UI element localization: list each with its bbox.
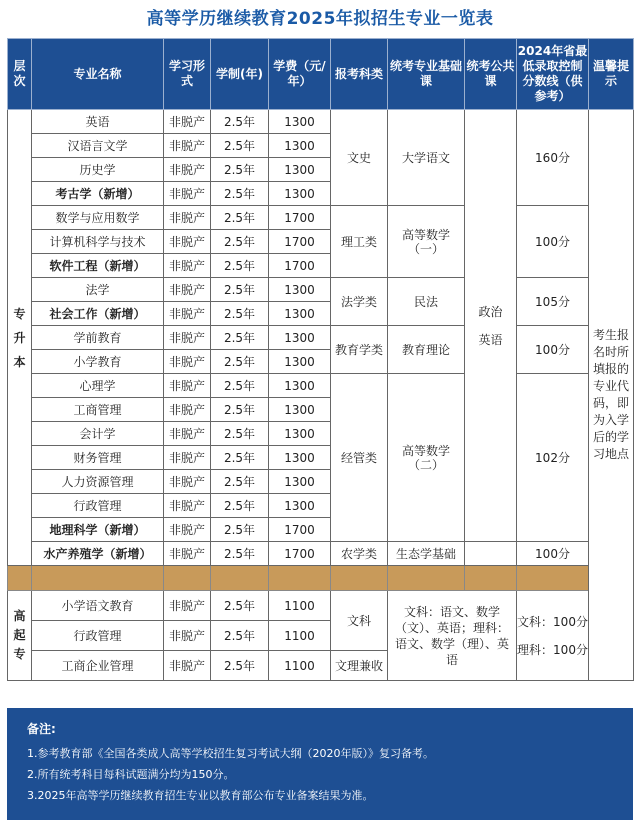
major-name: 行政管理 — [32, 621, 164, 651]
duration: 2.5年 — [211, 206, 269, 230]
header-duration: 学制(年) — [211, 39, 269, 110]
table-row — [8, 542, 634, 566]
separator-cell — [8, 566, 32, 591]
fee: 1300 — [269, 326, 331, 350]
subject-category: 文科 — [331, 591, 388, 651]
fee: 1300 — [269, 278, 331, 302]
header-level: 层次 — [8, 39, 32, 110]
major-name: 计算机科学与技术 — [32, 230, 164, 254]
level-gqz-label: 高起专 — [13, 609, 26, 661]
separator-cell — [32, 566, 164, 591]
study-form: 非脱产 — [164, 134, 211, 158]
study-form: 非脱产 — [164, 446, 211, 470]
study-form: 非脱产 — [164, 621, 211, 651]
fee: 1300 — [269, 158, 331, 182]
fee: 1100 — [269, 591, 331, 621]
major-name: 会计学 — [32, 422, 164, 446]
min-score: 100分 — [517, 326, 589, 374]
study-form: 非脱产 — [164, 651, 211, 681]
min-score: 102分 — [517, 374, 589, 542]
fee: 1700 — [269, 206, 331, 230]
duration: 2.5年 — [211, 446, 269, 470]
notes-box — [7, 708, 633, 820]
public-course-2: 英语 — [478, 332, 503, 347]
header-fee: 学费（元/年） — [269, 39, 331, 110]
major-name: 法学 — [32, 278, 164, 302]
duration: 2.5年 — [211, 591, 269, 621]
public-course-cell — [465, 110, 517, 542]
duration: 2.5年 — [211, 374, 269, 398]
study-form: 非脱产 — [164, 158, 211, 182]
gqz-score-1: 文科：100分 — [517, 614, 588, 629]
table-row — [8, 206, 634, 230]
duration: 2.5年 — [211, 494, 269, 518]
study-form: 非脱产 — [164, 518, 211, 542]
enrollment-table-wrap — [7, 38, 633, 681]
study-form: 非脱产 — [164, 470, 211, 494]
subject-category: 农学类 — [331, 542, 388, 566]
major-name: 汉语言文学 — [32, 134, 164, 158]
table-body — [8, 110, 634, 681]
major-name: 心理学 — [32, 374, 164, 398]
fee: 1700 — [269, 542, 331, 566]
min-score: 105分 — [517, 278, 589, 326]
enrollment-table — [7, 38, 634, 681]
fee: 1300 — [269, 182, 331, 206]
table-row — [8, 326, 634, 350]
basic-course: 高等数学（一） — [388, 206, 465, 278]
note-line: 3.2025年高等学历继续教育招生专业以教育部公布专业备案结果为准。 — [27, 789, 374, 802]
fee: 1300 — [269, 350, 331, 374]
duration: 2.5年 — [211, 422, 269, 446]
major-name: 小学语文教育 — [32, 591, 164, 621]
level-zsb-label: 专升本 — [13, 306, 26, 369]
duration: 2.5年 — [211, 542, 269, 566]
table-row — [8, 591, 634, 621]
major-name: 财务管理 — [32, 446, 164, 470]
duration: 2.5年 — [211, 518, 269, 542]
major-name: 历史学 — [32, 158, 164, 182]
duration: 2.5年 — [211, 621, 269, 651]
separator-cell — [465, 566, 517, 591]
table-header-row — [8, 39, 634, 110]
study-form: 非脱产 — [164, 302, 211, 326]
study-form: 非脱产 — [164, 182, 211, 206]
tip-cell — [589, 110, 634, 681]
study-form: 非脱产 — [164, 398, 211, 422]
level-zsb — [8, 110, 32, 566]
duration: 2.5年 — [211, 182, 269, 206]
basic-course: 大学语文 — [388, 110, 465, 206]
major-name: 行政管理 — [32, 494, 164, 518]
major-name: 考古学（新增） — [32, 182, 164, 206]
basic-course: 教育理论 — [388, 326, 465, 374]
basic-course — [388, 591, 517, 681]
basic-course: 高等数学（二） — [388, 374, 465, 542]
duration: 2.5年 — [211, 254, 269, 278]
duration: 2.5年 — [211, 230, 269, 254]
major-name: 工商企业管理 — [32, 651, 164, 681]
major-name: 数学与应用数学 — [32, 206, 164, 230]
fee: 1700 — [269, 254, 331, 278]
min-score: 100分 — [517, 206, 589, 278]
study-form: 非脱产 — [164, 591, 211, 621]
section-separator — [8, 566, 634, 591]
notes-title: 备注: — [27, 722, 56, 736]
study-form: 非脱产 — [164, 110, 211, 134]
separator-cell — [331, 566, 388, 591]
table-row — [8, 374, 634, 398]
fee: 1300 — [269, 446, 331, 470]
separator-cell — [164, 566, 211, 591]
header-subject: 报考科类 — [331, 39, 388, 110]
fee: 1300 — [269, 398, 331, 422]
duration: 2.5年 — [211, 158, 269, 182]
study-form: 非脱产 — [164, 494, 211, 518]
fee: 1300 — [269, 374, 331, 398]
fee: 1700 — [269, 230, 331, 254]
fee: 1300 — [269, 302, 331, 326]
major-name: 工商管理 — [32, 398, 164, 422]
fee: 1700 — [269, 518, 331, 542]
header-form: 学习形式 — [164, 39, 211, 110]
duration: 2.5年 — [211, 651, 269, 681]
fee: 1300 — [269, 134, 331, 158]
subject-category: 经管类 — [331, 374, 388, 542]
tip-text: 考生报名时所填报的专业代码，即为入学后的学习地点 — [592, 328, 629, 461]
min-score: 100分 — [517, 542, 589, 566]
basic-course: 生态学基础 — [388, 542, 465, 566]
study-form: 非脱产 — [164, 350, 211, 374]
duration: 2.5年 — [211, 134, 269, 158]
study-form: 非脱产 — [164, 206, 211, 230]
table-row — [8, 278, 634, 302]
duration: 2.5年 — [211, 470, 269, 494]
duration: 2.5年 — [211, 278, 269, 302]
subject-category: 文史 — [331, 110, 388, 206]
header-major: 专业名称 — [32, 39, 164, 110]
basic-course: 民法 — [388, 278, 465, 326]
study-form: 非脱产 — [164, 326, 211, 350]
major-name: 小学教育 — [32, 350, 164, 374]
min-score: 160分 — [517, 110, 589, 206]
duration: 2.5年 — [211, 302, 269, 326]
fee: 1300 — [269, 110, 331, 134]
header-public-course: 统考公共课 — [465, 39, 517, 110]
fee: 1100 — [269, 651, 331, 681]
level-gqz — [8, 591, 32, 681]
fee: 1300 — [269, 470, 331, 494]
gqz-basic-text: 文科：语文、数学（文）、英语；理科：语文、数学（理）、英语 — [394, 604, 509, 667]
major-name: 水产养殖学（新增） — [32, 542, 164, 566]
public-course-1: 政治 — [478, 304, 503, 319]
subject-category: 教育学类 — [331, 326, 388, 374]
study-form: 非脱产 — [164, 542, 211, 566]
fee: 1100 — [269, 621, 331, 651]
major-name: 学前教育 — [32, 326, 164, 350]
separator-cell — [211, 566, 269, 591]
major-name: 社会工作（新增） — [32, 302, 164, 326]
page-title: 高等学历继续教育2025年拟招生专业一览表 — [146, 9, 494, 29]
table-row — [8, 110, 634, 134]
major-name: 人力资源管理 — [32, 470, 164, 494]
header-basic-course: 统考专业基础课 — [388, 39, 465, 110]
duration: 2.5年 — [211, 326, 269, 350]
duration: 2.5年 — [211, 110, 269, 134]
header-tip: 温馨提示 — [589, 39, 634, 110]
min-score — [517, 591, 589, 681]
duration: 2.5年 — [211, 398, 269, 422]
note-line: 2.所有统考科目每科试题满分均为150分。 — [27, 768, 235, 781]
study-form: 非脱产 — [164, 278, 211, 302]
separator-cell — [388, 566, 465, 591]
duration: 2.5年 — [211, 350, 269, 374]
header-score: 2024年省最低录取控制分数线（供参考） — [517, 39, 589, 110]
separator-cell — [269, 566, 331, 591]
fee: 1300 — [269, 422, 331, 446]
subject-category: 文理兼收 — [331, 651, 388, 681]
separator-cell — [517, 566, 589, 591]
fee: 1300 — [269, 494, 331, 518]
study-form: 非脱产 — [164, 374, 211, 398]
study-form: 非脱产 — [164, 254, 211, 278]
note-line: 1.参考教育部《全国各类成人高等学校招生复习考试大纲（2020年版）》复习备考。 — [27, 747, 434, 760]
major-name: 英语 — [32, 110, 164, 134]
study-form: 非脱产 — [164, 422, 211, 446]
subject-category: 理工类 — [331, 206, 388, 278]
gqz-score-2: 理科：100分 — [517, 642, 588, 657]
major-name: 软件工程（新增） — [32, 254, 164, 278]
major-name: 地理科学（新增） — [32, 518, 164, 542]
subject-category: 法学类 — [331, 278, 388, 326]
study-form: 非脱产 — [164, 230, 211, 254]
public-course-empty — [465, 542, 517, 566]
